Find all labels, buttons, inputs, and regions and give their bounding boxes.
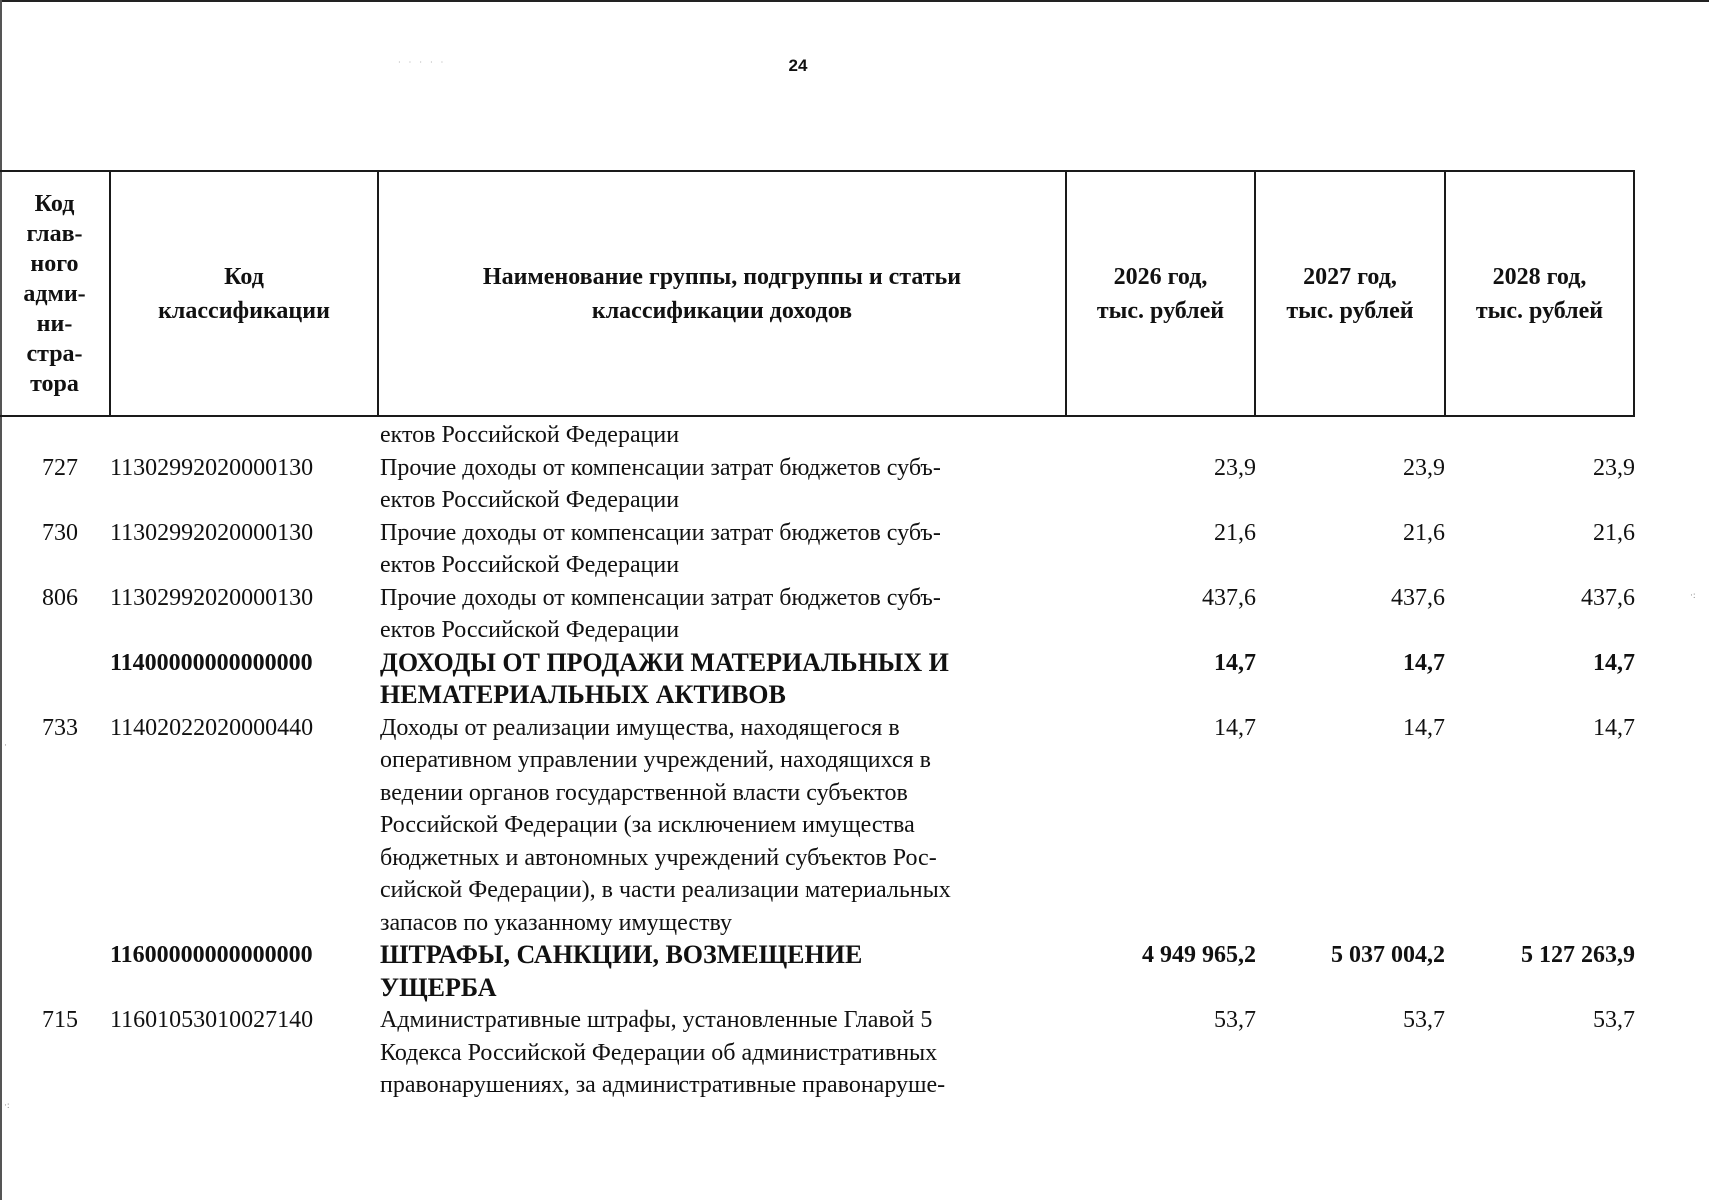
admin-code-cell: 806	[42, 584, 78, 611]
scan-artifact-right: ·:	[1690, 590, 1696, 600]
header-name-text: Наименование группы, подгруппы и статьи классификации доходов	[482, 263, 962, 324]
admin-code-cell: 715	[42, 1007, 78, 1033]
table-row	[0, 1004, 1640, 1102]
value-2027-cell: 14,7	[1403, 714, 1445, 741]
classification-code-cell: 11302992020000130	[110, 454, 314, 481]
header-admin-code-text: Код глав- ного адми- ни- стра- тора	[23, 190, 86, 397]
scan-artifact-left: ·	[4, 740, 7, 750]
value-2026-cell: 14,7	[1214, 649, 1256, 676]
value-2028-cell: 14,7	[1593, 714, 1635, 741]
scan-artifact-left-bottom: ·:	[4, 1100, 10, 1110]
value-2026-cell: 14,7	[1214, 714, 1256, 741]
value-2026-cell: 23,9	[1214, 454, 1256, 481]
value-2026-cell: 53,7	[1214, 1007, 1256, 1033]
header-year-2028-text: 2028 год, тыс. рублей	[1475, 263, 1604, 324]
table-body	[0, 419, 1640, 1102]
admin-code-cell: 730	[42, 519, 78, 546]
name-cell: Доходы от реализации имущества, находящегося в оперативном управлении учреждений, находящихся в ведении органов государственной власти субъектов Российской Федерации (за исключением имущества бюджетных и автономных учреждений субъектов Рос- сийской Федерации), в части реализации материальных запасов по указанному имуществу	[380, 714, 951, 936]
header-name	[378, 171, 1066, 416]
table-row	[0, 419, 1640, 452]
name-cell: Прочие доходы от компенсации затрат бюджетов субъ- ектов Российской Федерации	[380, 519, 941, 578]
header-year-2027-text: 2027 год, тыс. рублей	[1286, 263, 1414, 324]
header-year-2028	[1445, 171, 1634, 416]
classification-code-cell: 11601053010027140	[110, 1007, 314, 1033]
table-header	[0, 170, 1635, 417]
value-2026-cell: 437,6	[1202, 584, 1256, 611]
header-classification-code-text: Код классификации	[158, 263, 330, 324]
value-2026-cell: 4 949 965,2	[1142, 942, 1256, 968]
table-row	[0, 712, 1640, 940]
value-2027-cell: 53,7	[1403, 1007, 1445, 1033]
classification-code-cell: 11302992020000130	[110, 519, 314, 546]
table-row	[0, 517, 1640, 582]
value-2028-cell: 23,9	[1593, 454, 1635, 481]
top-border-line	[0, 0, 1709, 2]
value-2027-cell: 14,7	[1403, 649, 1445, 676]
header-year-2027	[1255, 171, 1445, 416]
name-cell: ДОХОДЫ ОТ ПРОДАЖИ МАТЕРИАЛЬНЫХ И НЕМАТЕРИАЛЬНЫХ АКТИВОВ	[380, 647, 949, 709]
value-2027-cell: 437,6	[1391, 584, 1445, 611]
value-2028-cell: 5 127 263,9	[1521, 942, 1635, 968]
table-row-group-total	[0, 939, 1640, 1004]
value-2028-cell: 14,7	[1593, 649, 1635, 676]
value-2028-cell: 53,7	[1593, 1007, 1635, 1033]
admin-code-cell: 727	[42, 454, 78, 481]
page-number: 24	[788, 56, 808, 75]
value-2027-cell: 5 037 004,2	[1331, 942, 1445, 968]
value-2026-cell: 21,6	[1214, 519, 1256, 546]
classification-code-cell: 11600000000000000	[110, 942, 313, 968]
table-row	[0, 452, 1640, 517]
header-classification-code	[110, 171, 378, 416]
name-cell: Прочие доходы от компенсации затрат бюджетов субъ- ектов Российской Федерации	[380, 454, 941, 513]
value-2028-cell: 21,6	[1593, 519, 1635, 546]
classification-code-cell: 11302992020000130	[110, 584, 314, 611]
header-year-2026-text: 2026 год, тыс. рублей	[1096, 263, 1225, 324]
name-cell: Административные штрафы, установленные Главой 5 Кодекса Российской Федерации об административных правонарушениях, за административные правонаруше-	[380, 1007, 946, 1098]
value-2027-cell: 23,9	[1403, 454, 1445, 481]
name-cell: ШТРАФЫ, САНКЦИИ, ВОЗМЕЩЕНИЕ УЩЕРБА	[380, 940, 863, 1002]
value-2028-cell: 437,6	[1581, 584, 1635, 611]
name-cell: ектов Российской Федерации	[380, 422, 680, 448]
value-2027-cell: 21,6	[1403, 519, 1445, 546]
name-cell: Прочие доходы от компенсации затрат бюджетов субъ- ектов Российской Федерации	[380, 584, 941, 643]
header-year-2026	[1066, 171, 1255, 416]
table-row	[0, 582, 1640, 647]
table-row-group-total	[0, 647, 1640, 712]
scan-specks: · · · · ·	[398, 58, 447, 67]
classification-code-cell: 11402022020000440	[110, 714, 314, 741]
classification-code-cell: 11400000000000000	[110, 649, 313, 676]
header-admin-code	[0, 171, 110, 416]
admin-code-cell: 733	[42, 714, 78, 741]
